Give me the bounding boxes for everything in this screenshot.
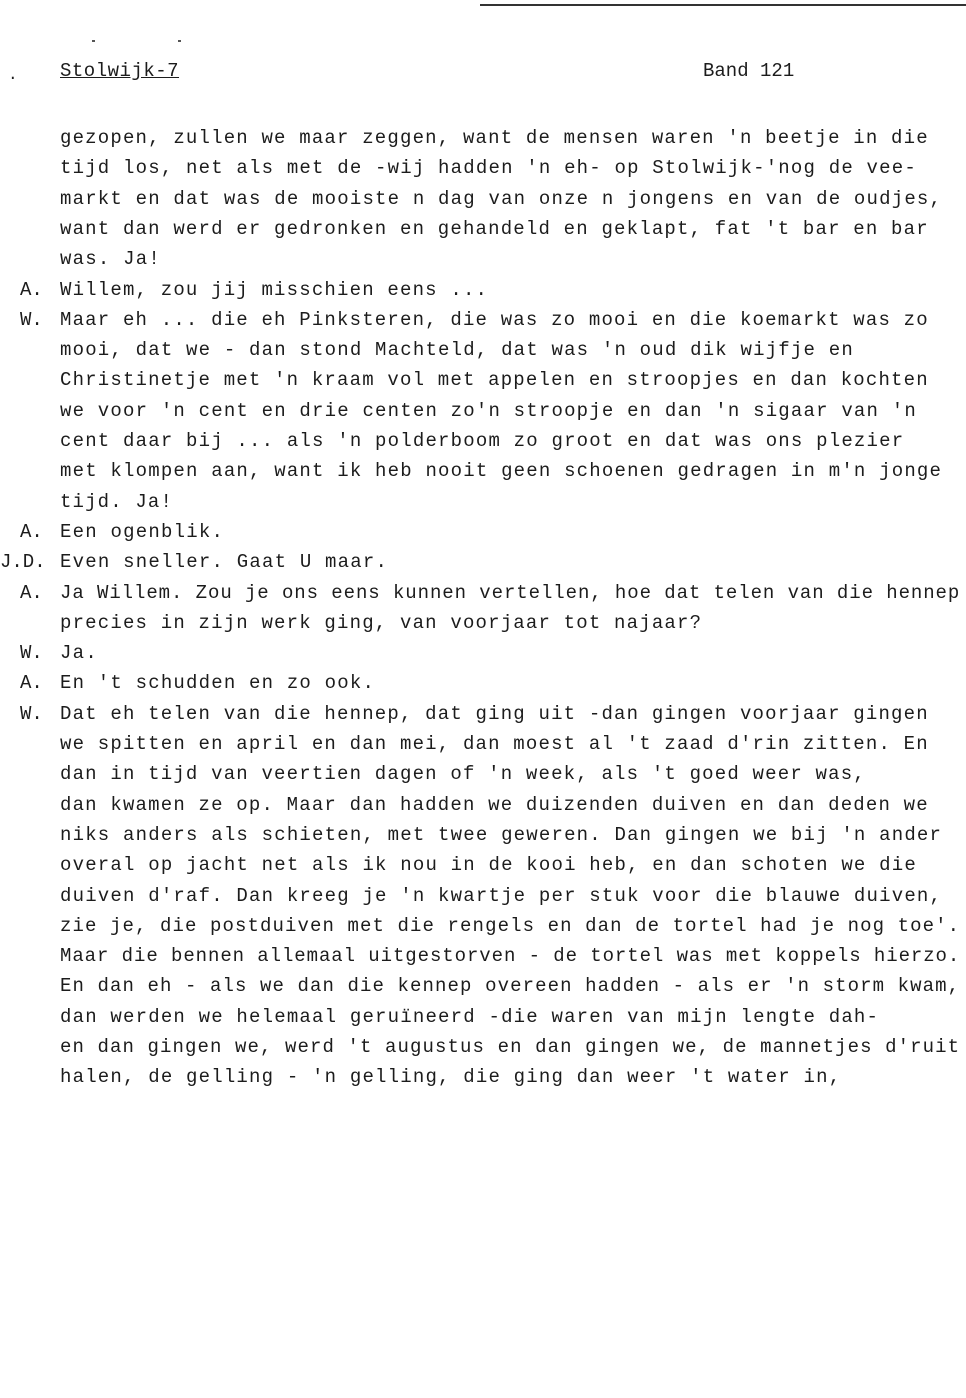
transcript-line: was. Ja! [60,248,161,270]
speaker-label: A. [20,672,43,694]
transcript-line: Maar eh ... die eh Pinksteren, die was zo mooi en die koemarkt was zo [60,309,929,331]
transcript-line: Even sneller. Gaat U maar. [60,551,389,573]
transcript-line: Willem, zou jij misschien eens ... [60,279,489,301]
transcript-line: halen, de gelling - 'n gelling, die ging dan weer 't water in, [60,1066,842,1088]
transcript-line: Maar die bennen allemaal uitgestorven - de tortel was met koppels hierzo. [60,945,961,967]
speaker-label: W. [20,309,43,331]
transcript-line: Dat eh telen van die hennep, dat ging uit -dan gingen voorjaar gingen [60,703,929,725]
transcript-line: tijd. Ja! [60,491,174,513]
speaker-label: A. [20,279,43,301]
speck [178,40,181,42]
transcript-line: want dan werd er gedronken en gehandeld en geklapt, fat 't bar en bar [60,218,929,240]
transcript-line: en dan gingen we, werd 't augustus en dan gingen we, de mannetjes d'ruit [60,1036,961,1058]
transcript-line: En 't schudden en zo ook. [60,672,376,694]
transcript-line: niks anders als schieten, met twee geweren. Dan gingen we bij 'n ander [60,824,943,846]
speaker-label: W. [20,703,43,725]
transcript-line: dan in tijd van veertien dagen of 'n week, als 't goed weer was, [60,763,866,785]
transcript-line: mooi, dat we - dan stond Machteld, dat was 'n oud dik wijfje en [60,339,854,361]
speaker-label: W. [20,642,43,664]
speaker-label: A. [20,582,43,604]
transcript-line: Ja. [60,642,99,664]
transcript-line: dan kwamen ze op. Maar dan hadden we duizenden duiven en dan deden we [60,794,929,816]
transcript-line: Een ogenblik. [60,521,225,543]
transcript-line: overal op jacht net als ik nou in de kooi heb, en dan schoten we die [60,854,917,876]
transcript-line: dan werden we helemaal geruïneerd -die waren van mijn lengte dah- [60,1006,880,1028]
document-id: Stolwijk-7 [60,60,180,82]
transcript-line: we spitten en april en dan mei, dan moest al 't zaad d'rin zitten. En [60,733,929,755]
transcript-line: Ja Willem. Zou je ons eens kunnen vertellen, hoe dat telen van die hennep [60,582,961,604]
transcript-line: gezopen, zullen we maar zeggen, want de mensen waren 'n beetje in die [60,127,929,149]
top-rule [480,4,966,6]
tape-number: Band 121 [703,60,795,82]
transcript-line: Christinetje met 'n kraam vol met appelen en stroopjes en dan kochten [60,369,929,391]
transcript-line: En dan eh - als we dan die kennep overeen hadden - als er 'n storm kwam, [60,975,961,997]
transcript-line: precies in zijn werk ging, van voorjaar tot najaar? [60,612,703,634]
transcript-line: duiven d'raf. Dan kreeg je 'n kwartje per stuk voor die blauwe duiven, [60,885,943,907]
bullet-mark: . [8,66,18,84]
speaker-label: J.D. [0,551,46,573]
transcript-line: met klompen aan, want ik heb nooit geen schoenen gedragen in m'n jonge [60,460,943,482]
speaker-label: A. [20,521,43,543]
transcript-line: zie je, die postduiven met die rengels en dan de tortel had je nog toe'. [60,915,961,937]
speck [92,40,95,42]
transcript-line: we voor 'n cent en drie centen zo'n stroopje en dan 'n sigaar van 'n [60,400,917,422]
transcript-line: cent daar bij ... als 'n polderboom zo groot en dat was ons plezier [60,430,905,452]
transcript-line: markt en dat was de mooiste n dag van onze n jongens en van de oudjes, [60,188,943,210]
transcript-line: tijd los, net als met de -wij hadden 'n eh- op Stolwijk-'nog de vee- [60,157,917,179]
